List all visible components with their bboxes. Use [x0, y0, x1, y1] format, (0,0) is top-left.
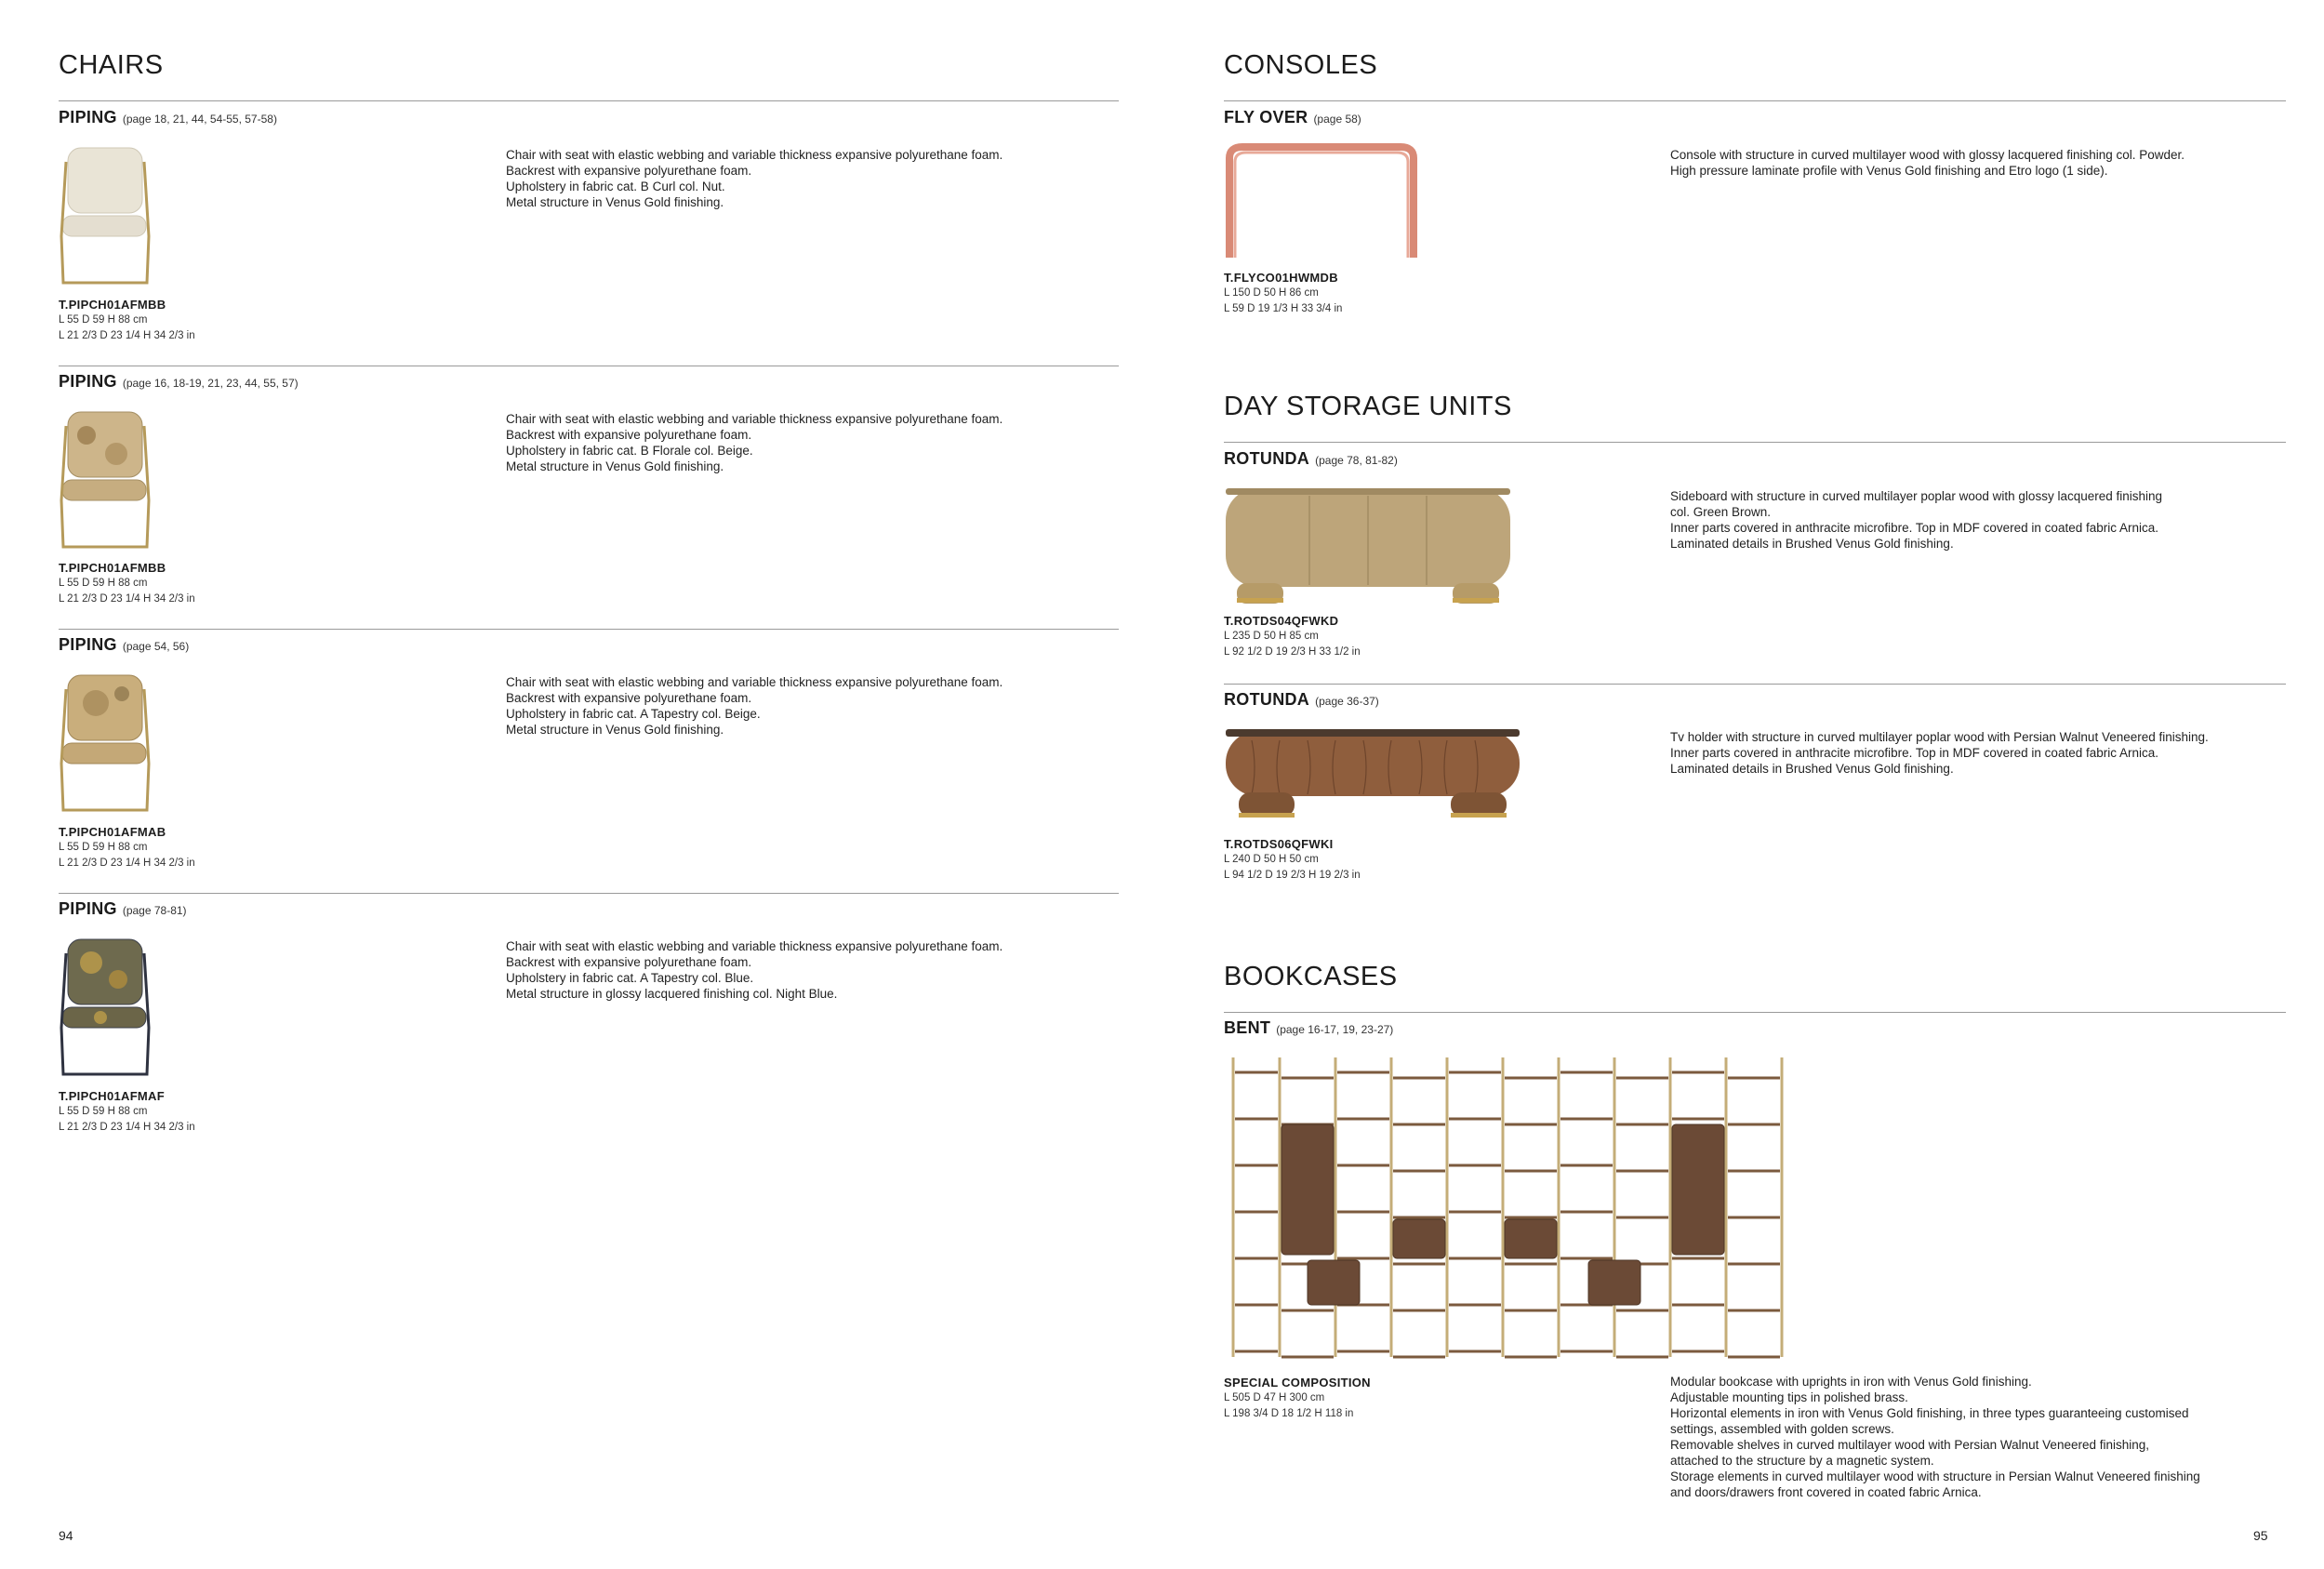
- category-title: CHAIRS: [59, 50, 164, 80]
- product-name: BENT: [1224, 1018, 1271, 1037]
- divider: [1224, 100, 2286, 101]
- dimensions-cm: L 505 D 47 H 300 cm: [1224, 1392, 1325, 1403]
- description-line: Upholstery in fabric cat. B Curl col. Nut.: [506, 180, 725, 193]
- description-line: Backrest with expansive polyurethane foam.: [506, 428, 752, 442]
- dimensions-in: L 21 2/3 D 23 1/4 H 34 2/3 in: [59, 1122, 195, 1133]
- page-reference: (page 16-17, 19, 23-27): [1276, 1023, 1394, 1036]
- dimensions-cm: L 55 D 59 H 88 cm: [59, 1106, 148, 1117]
- description-line: Metal structure in Venus Gold finishing.: [506, 459, 724, 473]
- product-code: T.PIPCH01AFMAB: [59, 825, 166, 839]
- product-description: [1670, 729, 2209, 777]
- description-line: Upholstery in fabric cat. B Florale col. Beige.: [506, 444, 753, 458]
- description-line: and doors/drawers front covered in coated fabric Arnica.: [1670, 1485, 1982, 1499]
- product-name: ROTUNDA: [1224, 690, 1310, 709]
- dimensions-in: L 21 2/3 D 23 1/4 H 34 2/3 in: [59, 858, 195, 869]
- chair-image: [59, 407, 152, 552]
- dimensions-in: L 21 2/3 D 23 1/4 H 34 2/3 in: [59, 593, 195, 605]
- description-line: Metal structure in Venus Gold finishing.: [506, 195, 724, 209]
- bookcase-storage-unit: [1308, 1260, 1360, 1305]
- page-reference: (page 36-37): [1315, 695, 1379, 708]
- description-line: Adjustable mounting tips in polished brass.: [1670, 1390, 1908, 1404]
- product-heading: [1224, 108, 1361, 127]
- page-reference: (page 54, 56): [122, 640, 190, 653]
- description-line: settings, assembled with golden screws.: [1670, 1422, 1894, 1436]
- page-reference: (page 78, 81-82): [1315, 454, 1398, 467]
- description-line: Removable shelves in curved multilayer wood with Persian Walnut Veneered finishing,: [1670, 1438, 2150, 1452]
- product-code: T.PIPCH01AFMBB: [59, 298, 166, 312]
- description-line: Tv holder with structure in curved multilayer poplar wood with Persian Walnut Veneered finishing.: [1670, 730, 2209, 744]
- product-description: [506, 147, 1003, 210]
- description-line: Console with structure in curved multilayer wood with glossy lacquered finishing col. Powder.: [1670, 148, 2185, 162]
- product-code: SPECIAL COMPOSITION: [1224, 1376, 1371, 1389]
- description-line: Horizontal elements in iron with Venus Gold finishing, in three types guaranteeing customised: [1670, 1406, 2189, 1420]
- product-code: T.ROTDS04QFWKD: [1224, 614, 1339, 628]
- product-description: [1670, 488, 2162, 552]
- product-code: T.PIPCH01AFMBB: [59, 561, 166, 575]
- dimensions-in: L 59 D 19 1/3 H 33 3/4 in: [1224, 303, 1343, 314]
- page-reference: (page 18, 21, 44, 54-55, 57-58): [122, 113, 277, 126]
- description-line: Laminated details in Brushed Venus Gold finishing.: [1670, 762, 1954, 776]
- product-name: ROTUNDA: [1224, 449, 1310, 468]
- dimensions-cm: L 240 D 50 H 50 cm: [1224, 854, 1319, 865]
- dimensions-in: L 94 1/2 D 19 2/3 H 19 2/3 in: [1224, 870, 1361, 881]
- dimensions-cm: L 235 D 50 H 85 cm: [1224, 631, 1319, 642]
- divider: [1224, 442, 2286, 443]
- product-heading: [59, 372, 299, 392]
- description-line: Backrest with expansive polyurethane foam.: [506, 164, 752, 178]
- description-line: Upholstery in fabric cat. A Tapestry col. Blue.: [506, 971, 754, 985]
- description-line: Sideboard with structure in curved multilayer poplar wood with glossy lacquered finishing: [1670, 489, 2163, 503]
- chair-image: [59, 143, 152, 287]
- console-image: [1224, 141, 1419, 264]
- description-line: Modular bookcase with uprights in iron with Venus Gold finishing.: [1670, 1375, 2032, 1389]
- chair-image: [59, 935, 152, 1079]
- description-line: Chair with seat with elastic webbing and variable thickness expansive polyurethane foam.: [506, 675, 1003, 689]
- dimensions-cm: L 55 D 59 H 88 cm: [59, 842, 148, 853]
- bookcase-image: [1224, 1054, 1800, 1361]
- product-code: T.ROTDS06QFWKI: [1224, 837, 1334, 851]
- bookcase-storage-unit: [1282, 1124, 1334, 1255]
- description-line: Inner parts covered in anthracite microfibre. Top in MDF covered in coated fabric Arnica.: [1670, 521, 2158, 535]
- dimensions-cm: L 55 D 59 H 88 cm: [59, 314, 148, 326]
- product-description: [506, 938, 1003, 1002]
- divider: [59, 893, 1119, 894]
- divider: [59, 100, 1119, 101]
- chair-image: [59, 671, 152, 815]
- description-line: Backrest with expansive polyurethane foam.: [506, 955, 752, 969]
- description-line: High pressure laminate profile with Venus Gold finishing and Etro logo (1 side).: [1670, 164, 2108, 178]
- bookcase-storage-unit: [1672, 1124, 1724, 1255]
- sideboard-image: [1224, 486, 1512, 607]
- dimensions-in: L 21 2/3 D 23 1/4 H 34 2/3 in: [59, 330, 195, 341]
- tv-holder-image: [1224, 727, 1521, 822]
- description-line: Metal structure in glossy lacquered finishing col. Night Blue.: [506, 987, 838, 1001]
- description-line: Storage elements in curved multilayer wood with structure in Persian Walnut Veneered finishing: [1670, 1469, 2200, 1483]
- product-description: [506, 674, 1003, 738]
- dimensions-cm: L 150 D 50 H 86 cm: [1224, 287, 1319, 299]
- page-reference: (page 16, 18-19, 21, 23, 44, 55, 57): [122, 377, 299, 390]
- bookcase-storage-unit: [1588, 1260, 1640, 1305]
- category-title: CONSOLES: [1224, 50, 1378, 80]
- page-reference: (page 58): [1313, 113, 1361, 126]
- description-line: col. Green Brown.: [1670, 505, 1772, 519]
- product-name: PIPING: [59, 635, 117, 654]
- description-line: Laminated details in Brushed Venus Gold finishing.: [1670, 537, 1954, 551]
- product-name: PIPING: [59, 372, 117, 391]
- description-line: Upholstery in fabric cat. A Tapestry col. Beige.: [506, 707, 761, 721]
- divider: [59, 629, 1119, 630]
- product-heading: [1224, 690, 1379, 710]
- product-description: [1670, 1374, 2200, 1500]
- divider: [1224, 684, 2286, 685]
- product-name: FLY OVER: [1224, 108, 1308, 126]
- bookcase-storage-unit: [1393, 1219, 1445, 1258]
- product-heading: [1224, 449, 1398, 469]
- description-line: attached to the structure by a magnetic system.: [1670, 1454, 1934, 1468]
- page-number: 94: [59, 1528, 73, 1543]
- product-heading: [59, 899, 187, 919]
- product-heading: [1224, 1018, 1393, 1038]
- description-line: Chair with seat with elastic webbing and variable thickness expansive polyurethane foam.: [506, 148, 1003, 162]
- description-line: Inner parts covered in anthracite microfibre. Top in MDF covered in coated fabric Arnica.: [1670, 746, 2158, 760]
- page-number: 95: [2253, 1528, 2268, 1543]
- description-line: Metal structure in Venus Gold finishing.: [506, 723, 724, 737]
- category-title: BOOKCASES: [1224, 962, 1398, 991]
- description-line: Backrest with expansive polyurethane foam.: [506, 691, 752, 705]
- product-heading: [59, 108, 277, 127]
- product-name: PIPING: [59, 108, 117, 126]
- dimensions-cm: L 55 D 59 H 88 cm: [59, 578, 148, 589]
- category-title: DAY STORAGE UNITS: [1224, 392, 1512, 421]
- bookcase-storage-unit: [1505, 1219, 1557, 1258]
- description-line: Chair with seat with elastic webbing and variable thickness expansive polyurethane foam.: [506, 412, 1003, 426]
- description-line: Chair with seat with elastic webbing and variable thickness expansive polyurethane foam.: [506, 939, 1003, 953]
- product-heading: [59, 635, 189, 655]
- dimensions-in: L 92 1/2 D 19 2/3 H 33 1/2 in: [1224, 646, 1361, 658]
- dimensions-in: L 198 3/4 D 18 1/2 H 118 in: [1224, 1408, 1354, 1419]
- product-code: T.FLYCO01HWMDB: [1224, 271, 1338, 285]
- product-code: T.PIPCH01AFMAF: [59, 1089, 165, 1103]
- product-description: [506, 411, 1003, 474]
- product-description: [1670, 147, 2185, 179]
- divider: [1224, 1012, 2286, 1013]
- page-reference: (page 78-81): [122, 904, 187, 917]
- product-name: PIPING: [59, 899, 117, 918]
